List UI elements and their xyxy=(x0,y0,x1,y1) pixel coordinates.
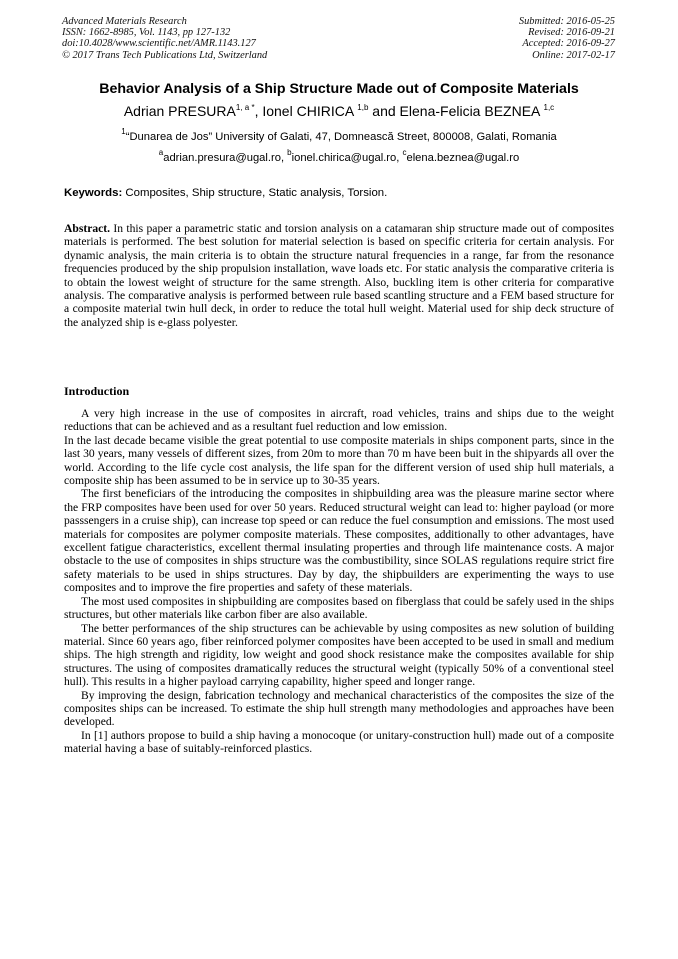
paragraph: The better performances of the ship structures can be achievable by using composites as new solution of building material. Since 60 years ago, fiber reinforced polymer composites have been accepted to be used in small and medium ships. The high strength and rigidity, low weight and good shock resistance make the composites available for ship structures. The using of composites dramatically reduces the structural weight (typically 50% of a conventional steel hull). This results in a higher payload carrying capability, higher speed and longer range. xyxy=(64,621,614,689)
author-separator: and xyxy=(368,103,400,119)
abstract xyxy=(64,222,614,329)
date-revised: Revised: 2016-09-21 xyxy=(528,27,615,39)
paragraph: In the last decade became visible the great potential to use composite materials in ships component parts, since in the last 30 years, many vessels of different sizes, from 20m to more than 70 m have been buit in the shipyards all over the world. According to the life cycle cost analysis, the life span for the different version of used ship hull materials, a composite ship has been assumed to be in service up to 30-35 years. xyxy=(64,433,614,488)
date-online: Online: 2017-02-17 xyxy=(532,49,615,61)
author-emails xyxy=(0,148,678,164)
author-2-name: Ionel CHIRICA xyxy=(262,103,358,119)
affiliation xyxy=(0,127,678,143)
email-c-marker: c xyxy=(402,148,407,157)
paper-title: Behavior Analysis of a Ship Structure Made out of Composite Materials xyxy=(99,81,579,97)
email-a-marker: a xyxy=(158,148,164,157)
keywords-text: Composites, Ship structure, Static analysis, Torsion. xyxy=(122,187,388,199)
keywords xyxy=(64,187,616,199)
journal-copyright: © 2017 Trans Tech Publications Ltd, Switzerland xyxy=(62,49,268,61)
journal-name: Advanced Materials Research xyxy=(62,16,187,27)
paragraph: The most used composites in shipbuilding are composites based on fiberglass that could be safely used in the ships structures, but other materials like carbon fiber are also available. xyxy=(64,594,614,622)
author-1-affil: 1, a * xyxy=(235,103,255,112)
email-b-marker: b xyxy=(287,148,292,157)
paragraph: By improving the design, fabrication technology and mechanical characteristics of the composites the size of the composites ships can be increased. To estimate the ship hull strength many methodologies and approaches have been developed. xyxy=(64,688,614,729)
date-accepted: Accepted: 2016-09-27 xyxy=(522,38,615,50)
journal-issn: ISSN: 1662-8985, Vol. 1143, pp 127-132 xyxy=(62,27,231,39)
paragraph: In [1] authors propose to build a ship having a monocoque (or unitary-construction hull) made out of a composite material having a base of suitably-reinforced plastics. xyxy=(64,728,614,756)
abstract-text: In this paper a parametric static and torsion analysis on a catamaran ship structure made out of composites materials is performed. The best solution for material selection is based on specific criteria for certain analysis. For dynamic analysis, the main criteria is to obtain the structure natural frequencies in a range, far from the resonance frequencies produced by the ship propulsion installation, wave loads etc. For static analysis the comparative criteria is to obtain the lowest weight of structure for the same strength. Also, buckling item is other criteria for comparative analysis. The comparative analysis is performed between rule based scantling structure and a FEM based structure for a composite material twin hull deck, in order to reduce the total hull weight. Material used for ship deck structure of the analyzed ship is e-glass polyester. xyxy=(64,222,614,329)
abstract-label: Abstract. xyxy=(64,222,111,235)
paragraph: The first beneficiars of the introducing the composites in shipbuilding area was the pleasure marine sector where the FRP composites have been used for over 50 years. Reduced structural weight can lead to: higher payload (or more passsengers in a cruise ship), can increase top speed or can reduce the fuel consumption and emissions. The most used materials for composites are polymer composite materials. These composites, additionally to other advantages, have excellent fatigue characteristics, excellent thermal insulating properties and through life maintenance costs. A major obstacle to the use of composites in ships structure was the combustibility, since SOLAS regulations require strict fire safety materials to be used in ships structures. Day by day, the shipbuilders are experimenting the ways to use composites and to improve the fire properties and safety of these materials. xyxy=(64,487,614,595)
author-1-name: Adrian PRESURA xyxy=(123,103,236,119)
email-c: elena.beznea@ugal.ro xyxy=(406,152,520,164)
paragraph: A very high increase in the use of composites in aircraft, road vehicles, trains and ships due to the weight reductions that can be achieved and as a resultant fuel reduction and low emission. xyxy=(64,407,614,434)
affiliation-text: “Dunarea de Jos” University of Galati, 47, Domnească Street, 800008, Galati, Romania xyxy=(125,131,557,143)
section-heading-introduction: Introduction xyxy=(64,384,130,398)
email-a: adrian.presura@ugal.ro, xyxy=(163,152,288,164)
author-3-affil: 1,c xyxy=(543,103,555,112)
keywords-label: Keywords: xyxy=(64,187,123,199)
affiliation-marker: 1 xyxy=(121,127,126,136)
date-submitted: Submitted: 2016-05-25 xyxy=(518,16,615,27)
introduction-body xyxy=(64,407,614,756)
email-b: ionel.chirica@ugal.ro, xyxy=(291,152,403,164)
author-separator: , xyxy=(254,103,263,119)
journal-doi: doi:10.4028/www.scientific.net/AMR.1143.127 xyxy=(62,38,256,50)
journal-info xyxy=(62,16,392,61)
author-3-name: Elena-Felicia BEZNEA xyxy=(399,103,544,119)
author-list xyxy=(0,103,678,119)
submission-dates xyxy=(375,16,615,61)
author-2-affil: 1,b xyxy=(357,103,369,112)
